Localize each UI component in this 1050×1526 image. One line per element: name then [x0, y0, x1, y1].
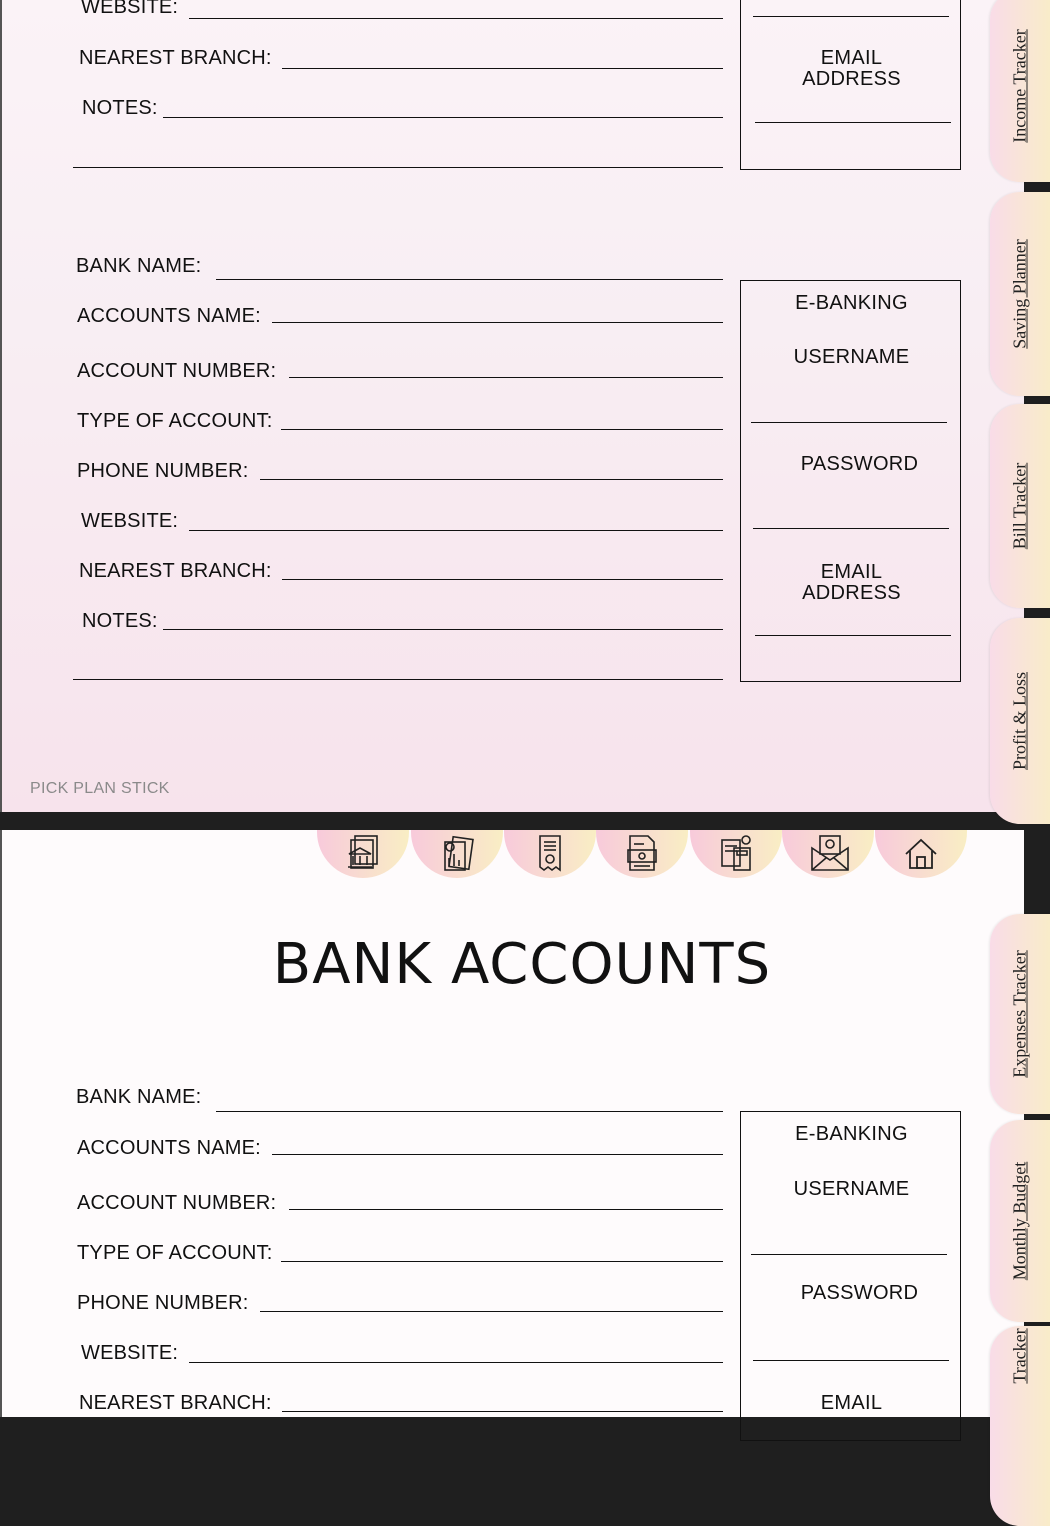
email-label: EMAIL — [820, 47, 883, 69]
email-label: EMAIL — [820, 561, 883, 583]
account-number-label: ACCOUNT NUMBER: — [77, 1192, 277, 1214]
document-money-icon — [624, 834, 660, 872]
ebanking-box — [740, 1111, 961, 1441]
username-field[interactable] — [751, 422, 947, 423]
password-label: PASSWORD — [800, 453, 919, 475]
phone-number-label: PHONE NUMBER: — [77, 460, 249, 482]
nearest-branch-field[interactable] — [282, 579, 723, 580]
website-field[interactable] — [189, 530, 723, 531]
tab-income-tracker[interactable]: Income Tracker — [990, 0, 1050, 182]
nearest-branch-label: NEAREST BRANCH: — [79, 1392, 272, 1414]
password-field[interactable] — [753, 16, 949, 17]
calculator-icon — [718, 834, 754, 872]
ebanking-label: E-BANKING — [795, 1123, 908, 1145]
report-nav-button[interactable] — [411, 830, 503, 878]
website-field[interactable] — [189, 18, 723, 19]
website-label: WEBSITE: — [81, 1342, 179, 1364]
accounts-name-field[interactable] — [272, 1154, 723, 1155]
receipt-nav-button[interactable] — [504, 830, 596, 878]
notes-field[interactable] — [163, 629, 723, 630]
ebanking-box — [740, 280, 961, 682]
tab-expenses-tracker[interactable]: Expenses Tracker — [990, 914, 1050, 1114]
phone-number-label: PHONE NUMBER: — [77, 1292, 249, 1314]
bank-name-label: BANK NAME: — [76, 255, 202, 277]
account-number-field[interactable] — [289, 1209, 723, 1210]
username-label: USERNAME — [793, 346, 910, 368]
bank-icon — [345, 834, 381, 872]
bank-name-field[interactable] — [216, 279, 723, 280]
tab-bill-tracker[interactable]: Bill Tracker — [990, 404, 1050, 608]
password-label: PASSWORD — [800, 1282, 919, 1304]
tab-tracker[interactable]: Tracker — [990, 1326, 1050, 1526]
calculator-nav-button[interactable] — [690, 830, 782, 878]
nearest-branch-label: NEAREST BRANCH: — [79, 560, 272, 582]
ebanking-label: E-BANKING — [795, 292, 908, 314]
home-icon — [903, 834, 939, 872]
notes-field[interactable] — [163, 117, 723, 118]
accounts-name-label: ACCOUNTS NAME: — [77, 305, 261, 327]
username-field[interactable] — [751, 1254, 947, 1255]
accounts-name-field[interactable] — [272, 322, 723, 323]
address-label: ADDRESS — [802, 582, 901, 604]
home-nav-button[interactable] — [875, 830, 967, 878]
receipt-icon — [532, 834, 568, 872]
tab-monthly-budget[interactable]: Monthly Budget — [990, 1120, 1050, 1322]
notes-field-line-2[interactable] — [73, 679, 723, 680]
email-label: EMAIL — [820, 1392, 883, 1414]
planner-page-bottom — [0, 830, 1030, 1417]
account-type-field[interactable] — [281, 1261, 723, 1262]
account-type-label: TYPE OF ACCOUNT: — [77, 410, 273, 432]
password-field[interactable] — [753, 528, 949, 529]
nearest-branch-label: NEAREST BRANCH: — [79, 47, 272, 69]
password-field[interactable] — [753, 1360, 949, 1361]
bank-nav-button[interactable] — [317, 830, 409, 878]
nearest-branch-field[interactable] — [282, 1411, 723, 1412]
email-address-field[interactable] — [755, 635, 951, 636]
nearest-branch-field[interactable] — [282, 68, 723, 69]
tab-profit-loss[interactable]: Profit & Loss — [990, 618, 1050, 824]
report-icon — [439, 834, 475, 872]
envelope-money-icon — [810, 834, 850, 872]
envelope-money-nav-button[interactable] — [782, 830, 874, 878]
tab-saving-planner[interactable]: Saving Planner — [990, 192, 1050, 396]
account-number-label: ACCOUNT NUMBER: — [77, 360, 277, 382]
account-number-field[interactable] — [289, 377, 723, 378]
website-label: WEBSITE: — [81, 0, 179, 18]
bank-name-label: BANK NAME: — [76, 1086, 202, 1108]
document-money-nav-button[interactable] — [596, 830, 688, 878]
username-label: USERNAME — [793, 1178, 910, 1200]
address-label: ADDRESS — [802, 68, 901, 90]
account-type-label: TYPE OF ACCOUNT: — [77, 1242, 273, 1264]
account-type-field[interactable] — [281, 429, 723, 430]
notes-field-line-2[interactable] — [73, 167, 723, 168]
notes-label: NOTES: — [82, 610, 158, 632]
accounts-name-label: ACCOUNTS NAME: — [77, 1137, 261, 1159]
website-field[interactable] — [189, 1362, 723, 1363]
ebanking-box — [740, 0, 961, 170]
notes-label: NOTES: — [82, 97, 158, 119]
page-title: BANK ACCOUNTS — [272, 932, 772, 997]
phone-number-field[interactable] — [260, 479, 723, 480]
email-address-field[interactable] — [755, 122, 951, 123]
bank-name-field[interactable] — [216, 1111, 723, 1112]
brand-footer: PICK PLAN STICK — [30, 780, 170, 797]
phone-number-field[interactable] — [260, 1311, 723, 1312]
website-label: WEBSITE: — [81, 510, 179, 532]
